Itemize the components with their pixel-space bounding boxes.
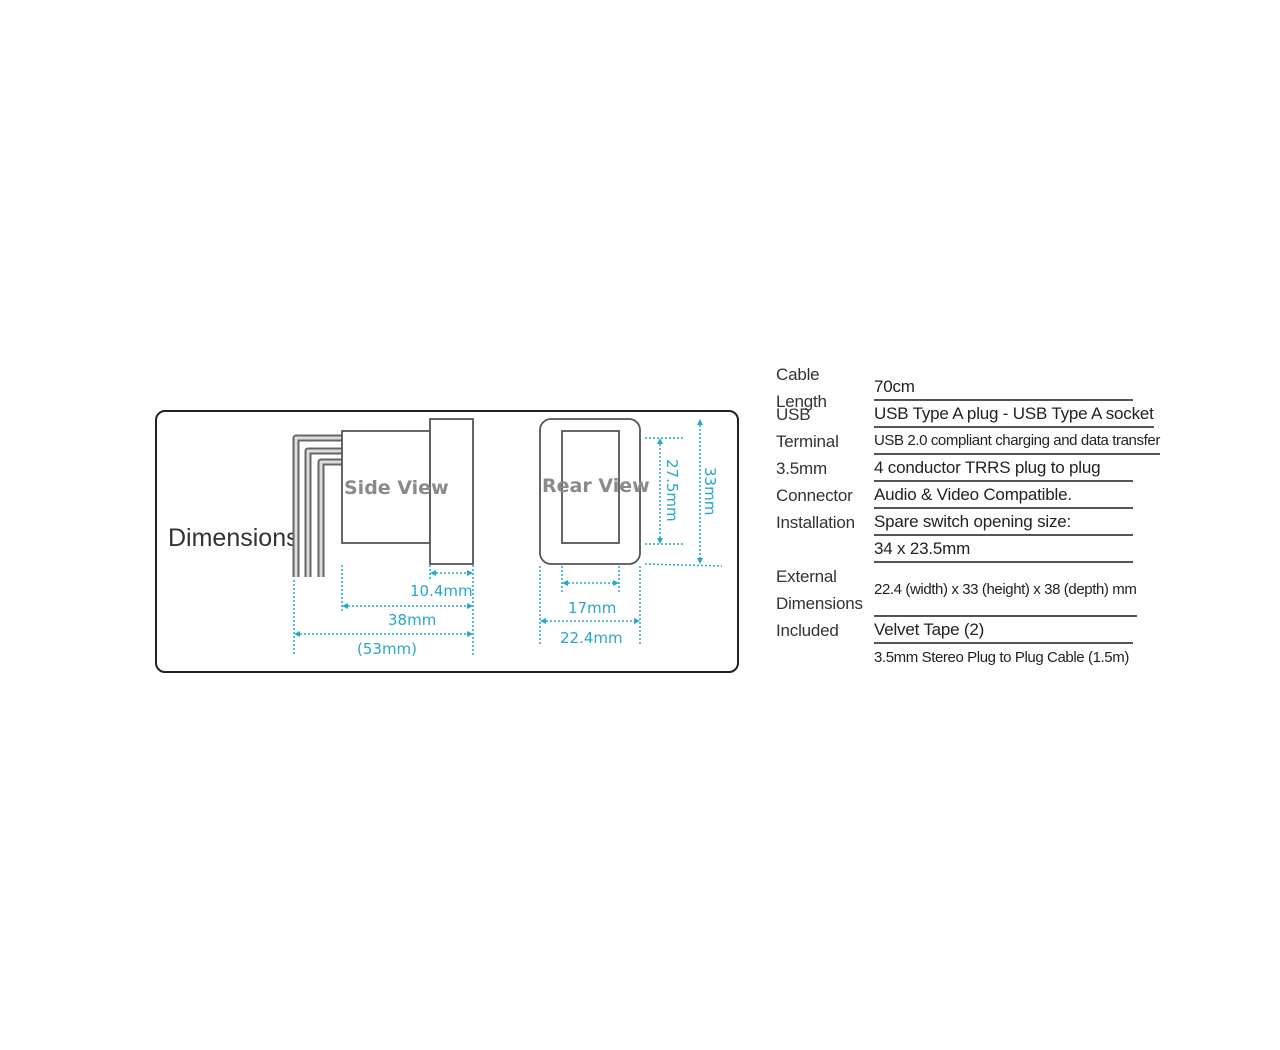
rear-view-label: Rear View (542, 475, 650, 497)
rear-inner-height-label: 27.5mm (663, 459, 681, 522)
side-body-depth-label: 38mm (388, 611, 437, 629)
spec-value: 22.4 (width) x 33 (height) x 38 (depth) mm (874, 563, 1137, 617)
rear-outer-height-label: 33mm (701, 467, 719, 516)
spec-key: Terminal (776, 432, 839, 451)
spec-value: USB Type A plug - USB Type A socket (874, 401, 1154, 428)
side-total-depth-label: (53mm) (357, 640, 418, 658)
spec-row (776, 509, 1133, 536)
rear-inner-width-label: 17mm (568, 599, 617, 617)
spec-key: Cable Length (776, 364, 827, 411)
spec-value: Audio & Video Compatible. (874, 482, 1133, 509)
spec-row (776, 536, 1133, 563)
dimensions-title: Dimensions (168, 524, 299, 552)
spec-key: Connector (776, 486, 853, 505)
spec-row (776, 401, 1154, 428)
spec-key: Installation (776, 513, 855, 532)
spec-key: External Dimensions (776, 567, 863, 613)
spec-key: Included (776, 621, 839, 640)
side-front-depth-label: 10.4mm (410, 582, 473, 600)
spec-value: Velvet Tape (2) (874, 617, 1133, 644)
dimensions-diagram (0, 0, 760, 700)
spec-row (776, 644, 1133, 671)
spec-value: 70cm (874, 374, 1133, 401)
side-view-label: Side View (344, 477, 449, 499)
spec-row (776, 482, 1133, 509)
spec-value: USB 2.0 compliant charging and data transfer (874, 428, 1160, 455)
spec-key: 3.5mm (776, 459, 827, 478)
rear-outer-width-label: 22.4mm (560, 629, 623, 647)
spec-row (776, 428, 1160, 455)
spec-row (776, 617, 1133, 644)
spec-key: USB (776, 405, 811, 424)
spec-row (776, 563, 1137, 617)
spec-table (776, 364, 1160, 671)
spec-row (776, 364, 1133, 411)
spec-value: 3.5mm Stereo Plug to Plug Cable (1.5m) (874, 649, 1129, 666)
spec-value: Spare switch opening size: (874, 509, 1133, 536)
spec-value: 34 x 23.5mm (874, 536, 1133, 563)
spec-row (776, 455, 1133, 482)
spec-value: 4 conductor TRRS plug to plug (874, 455, 1133, 482)
